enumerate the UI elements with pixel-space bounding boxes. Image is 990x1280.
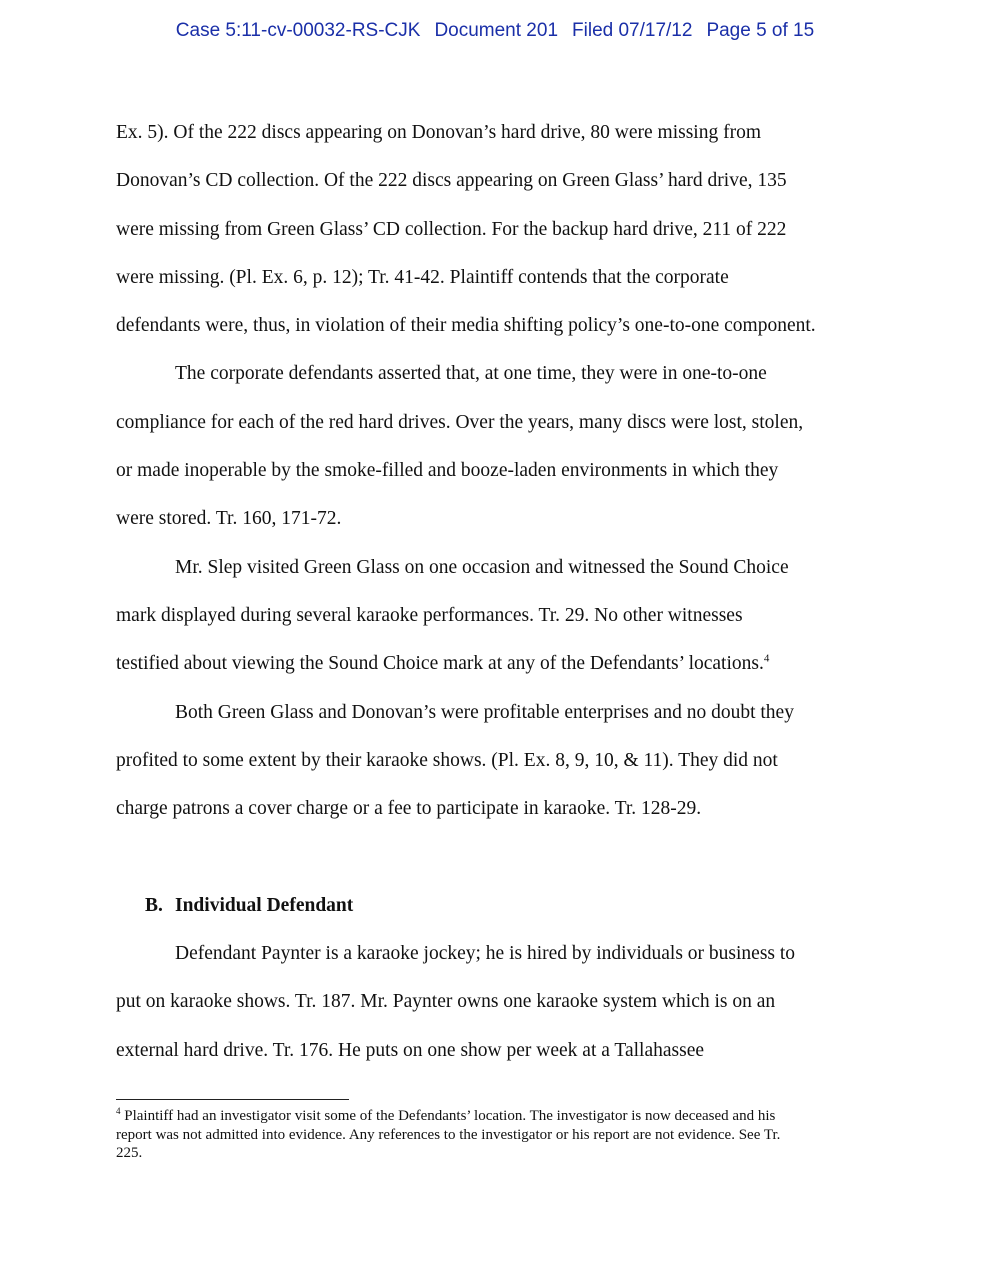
body-line: Ex. 5). Of the 222 discs appearing on Donovan’s hard drive, 80 were missing from: [116, 122, 761, 143]
body-line: Both Green Glass and Donovan’s were profitable enterprises and no doubt they: [175, 701, 794, 723]
section-title: Individual Defendant: [175, 894, 354, 916]
body-line: mark displayed during several karaoke performances. Tr. 29. No other witnesses: [116, 604, 743, 626]
page-number: Page 5 of 15: [706, 20, 815, 41]
body-line: compliance for each of the red hard drives. Over the years, many discs were lost, stolen,: [116, 411, 804, 433]
blank-line: [116, 833, 876, 881]
case-header: [0, 20, 990, 42]
section-heading: [116, 882, 876, 930]
body-line: external hard drive. Tr. 176. He puts on one show per week at a Tallahassee: [116, 1039, 704, 1061]
body-line: were stored. Tr. 160, 171-72.: [116, 508, 342, 530]
body-line: charge patrons a cover charge or a fee to participate in karaoke. Tr. 128-29.: [116, 798, 702, 820]
footnote-reference[interactable]: 4: [763, 652, 770, 665]
body-line: Donovan’s CD collection. Of the 222 discs appearing on Green Glass’ hard drive, 135: [116, 170, 787, 192]
body-line: Defendant Paynter is a karaoke jockey; he is hired by individuals or business to: [175, 943, 796, 965]
footnote-separator: [116, 1099, 349, 1100]
body-line: put on karaoke shows. Tr. 187. Mr. Paynter owns one karaoke system which is on an: [116, 991, 776, 1013]
body-line: or made inoperable by the smoke-filled and booze-laden environments in which they: [116, 460, 779, 482]
body-line: The corporate defendants asserted that, at one time, they were in one-to-one: [175, 363, 767, 385]
footnote-text: Plaintiff had an investigator visit some of the Defendants’ location. The investigator is now deceased and his: [124, 1108, 776, 1124]
body-line: profited to some extent by their karaoke shows. (Pl. Ex. 8, 9, 10, & 11). They did not: [116, 749, 778, 771]
footnote: [116, 1107, 856, 1163]
filed-date: Filed 07/17/12: [572, 20, 693, 41]
body-line: Mr. Slep visited Green Glass on one occasion and witnessed the Sound Choice: [175, 556, 789, 578]
document-number: Document 201: [434, 20, 559, 41]
section-number: B.: [145, 894, 163, 916]
body-line: [116, 640, 876, 688]
document-body: [116, 109, 876, 1075]
body-line: were missing from Green Glass’ CD collection. For the backup hard drive, 211 of 222: [116, 218, 787, 240]
footnote-number: 4: [116, 1106, 121, 1116]
footnote-line: 225.: [116, 1145, 143, 1161]
footnote-line: [116, 1107, 856, 1126]
case-number: Case 5:11-cv-00032-RS-CJK: [175, 20, 421, 41]
body-line: defendants were, thus, in violation of their media shifting policy’s one-to-one component.: [116, 315, 816, 337]
body-line-text: testified about viewing the Sound Choice mark at any of the Defendants’ locations.: [116, 653, 764, 675]
body-line: were missing. (Pl. Ex. 6, p. 12); Tr. 41-42. Plaintiff contends that the corporate: [116, 266, 729, 288]
footnote-line: report was not admitted into evidence. Any references to the investigator or his report are not evidence. See Tr.: [116, 1126, 781, 1143]
